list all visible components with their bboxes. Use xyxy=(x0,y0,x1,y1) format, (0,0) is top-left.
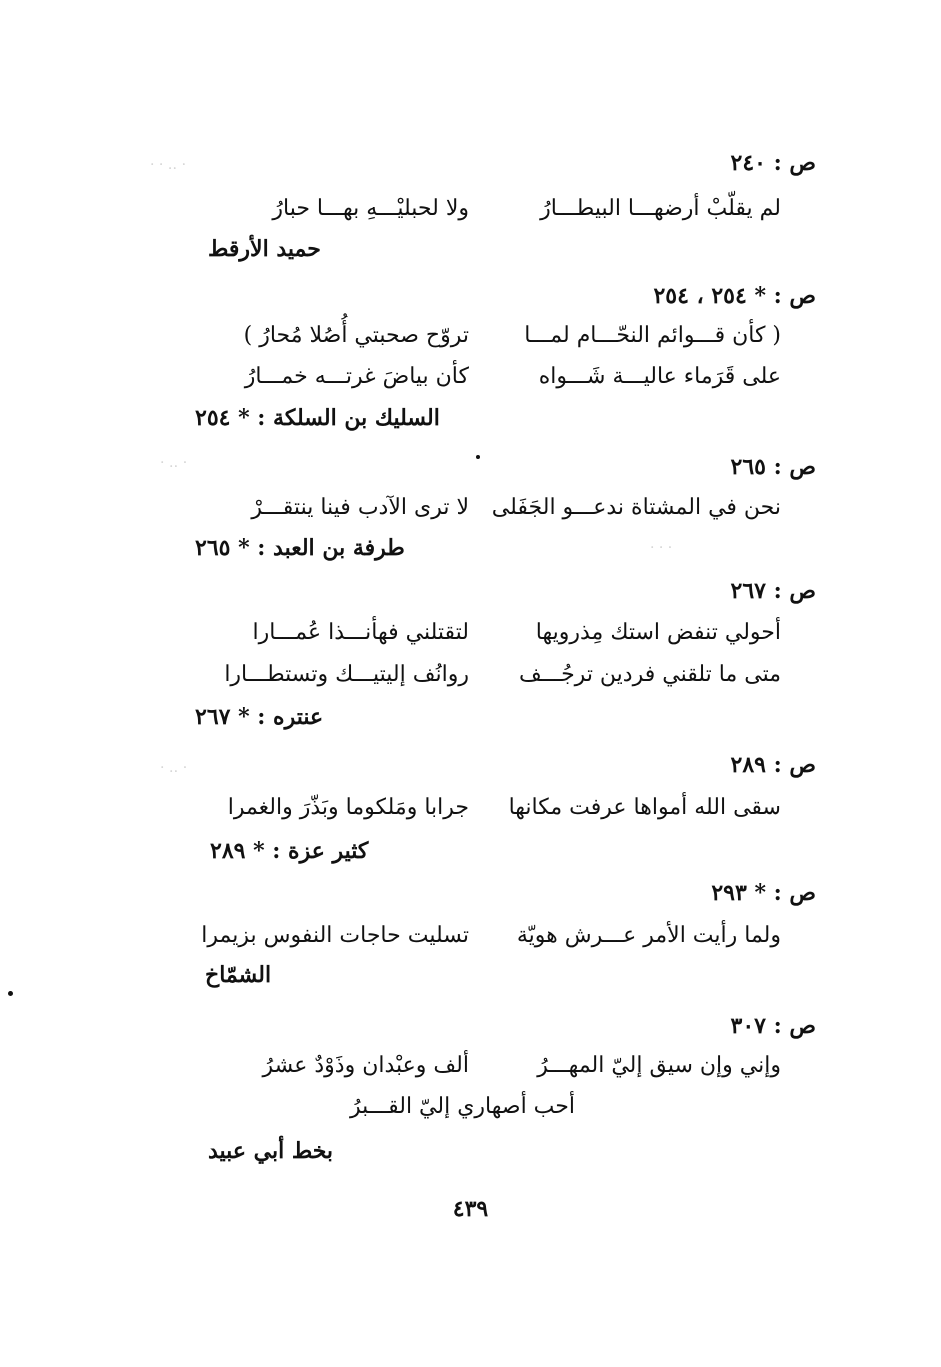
verse-second-hemistich: تروّح صحبتي أُصُلا مُحارُ ) xyxy=(243,323,469,348)
verse-first-hemistich: سقى الله أمواها عرفت مكانها xyxy=(508,795,781,820)
source-attribution: بخط أبي عبيد xyxy=(208,1138,334,1164)
poet-attribution: كثير عزة : * ٢٨٩ xyxy=(210,838,369,864)
verse-first-hemistich: متى ما تلقني فردين ترجُـــف xyxy=(518,662,781,687)
verse-first-hemistich: ( كأن قـــوائم النحّـــام لمـــا xyxy=(524,323,781,348)
poet-attribution: السليك بن السلكة : * ٢٥٤ xyxy=(195,405,440,431)
verse-tail-line: أحب أصهاري إليّ القـــبرُ xyxy=(350,1094,575,1119)
page-reference: ص : ٣٠٧ xyxy=(730,1013,816,1039)
page-reference: ص : ٢٦٧ xyxy=(730,578,816,604)
page-reference: ص : * ٢٥٤ ، ٢٥٤ xyxy=(653,283,816,309)
verse-second-hemistich: لتقتلني فهأنـــذا عُمـــارا xyxy=(252,620,469,645)
poet-attribution: الشمّاخ xyxy=(205,962,272,988)
verse-first-hemistich: وإني وإن سيق إليّ المهـــرُ xyxy=(537,1053,781,1078)
verse-second-hemistich: جرابا ومَلكوما وبَذّرَ والغمرا xyxy=(227,795,469,820)
poet-attribution: عنتره : * ٢٦٧ xyxy=(195,704,324,730)
page-reference: ص : ٢٨٩ xyxy=(730,752,816,778)
page-reference: ص : ٢٤٠ xyxy=(730,150,816,176)
page-number: ٤٣٩ xyxy=(452,1196,489,1222)
verse-first-hemistich: نحن في المشتاة ندعـــو الجَفَلى xyxy=(491,495,781,520)
page-reference: ص : * ٢٩٣ xyxy=(711,880,816,906)
bleed-through-mark: · ‥ · xyxy=(160,455,188,471)
verse-first-hemistich: على قَرَماء عاليـــة شَـــواه xyxy=(538,364,781,389)
verse-first-hemistich: لم يقلّبْ أرضهـــا البيطـــارُ xyxy=(540,196,781,221)
bleed-through-mark: · ‥ · xyxy=(160,760,188,776)
bleed-through-mark: · · · xyxy=(650,540,673,556)
stray-dot xyxy=(476,455,480,459)
verse-second-hemistich: تسليت حاجات النفوس بزيمرا xyxy=(201,923,469,948)
verse-second-hemistich: روانُف إليتيـــك وتستطـــارا xyxy=(224,662,469,687)
stray-dot xyxy=(8,991,13,996)
bleed-through-mark: · · ‥ · xyxy=(150,157,187,173)
verse-first-hemistich: ولما رأيت الأمر عـــرش هويّة xyxy=(516,923,781,948)
verse-second-hemistich: ألف وعبْدان وذَوْدٌ عشرُ xyxy=(262,1053,469,1078)
poet-attribution: حميد الأرقط xyxy=(208,236,321,262)
poet-attribution: طرفة بن العبد : * ٢٦٥ xyxy=(195,535,405,561)
page-reference: ص : ٢٦٥ xyxy=(730,454,816,480)
verse-second-hemistich: ولا لحبليْـــهِ بهـــا حبارُ xyxy=(272,196,469,221)
verse-first-hemistich: أحولي تنفض استك مِذرويها xyxy=(535,620,781,645)
verse-second-hemistich: لا ترى الآدب فينا ينتقـــرْ xyxy=(251,495,469,520)
verse-second-hemistich: كأن بياضَ غرتـــه خمـــارُ xyxy=(244,364,469,389)
